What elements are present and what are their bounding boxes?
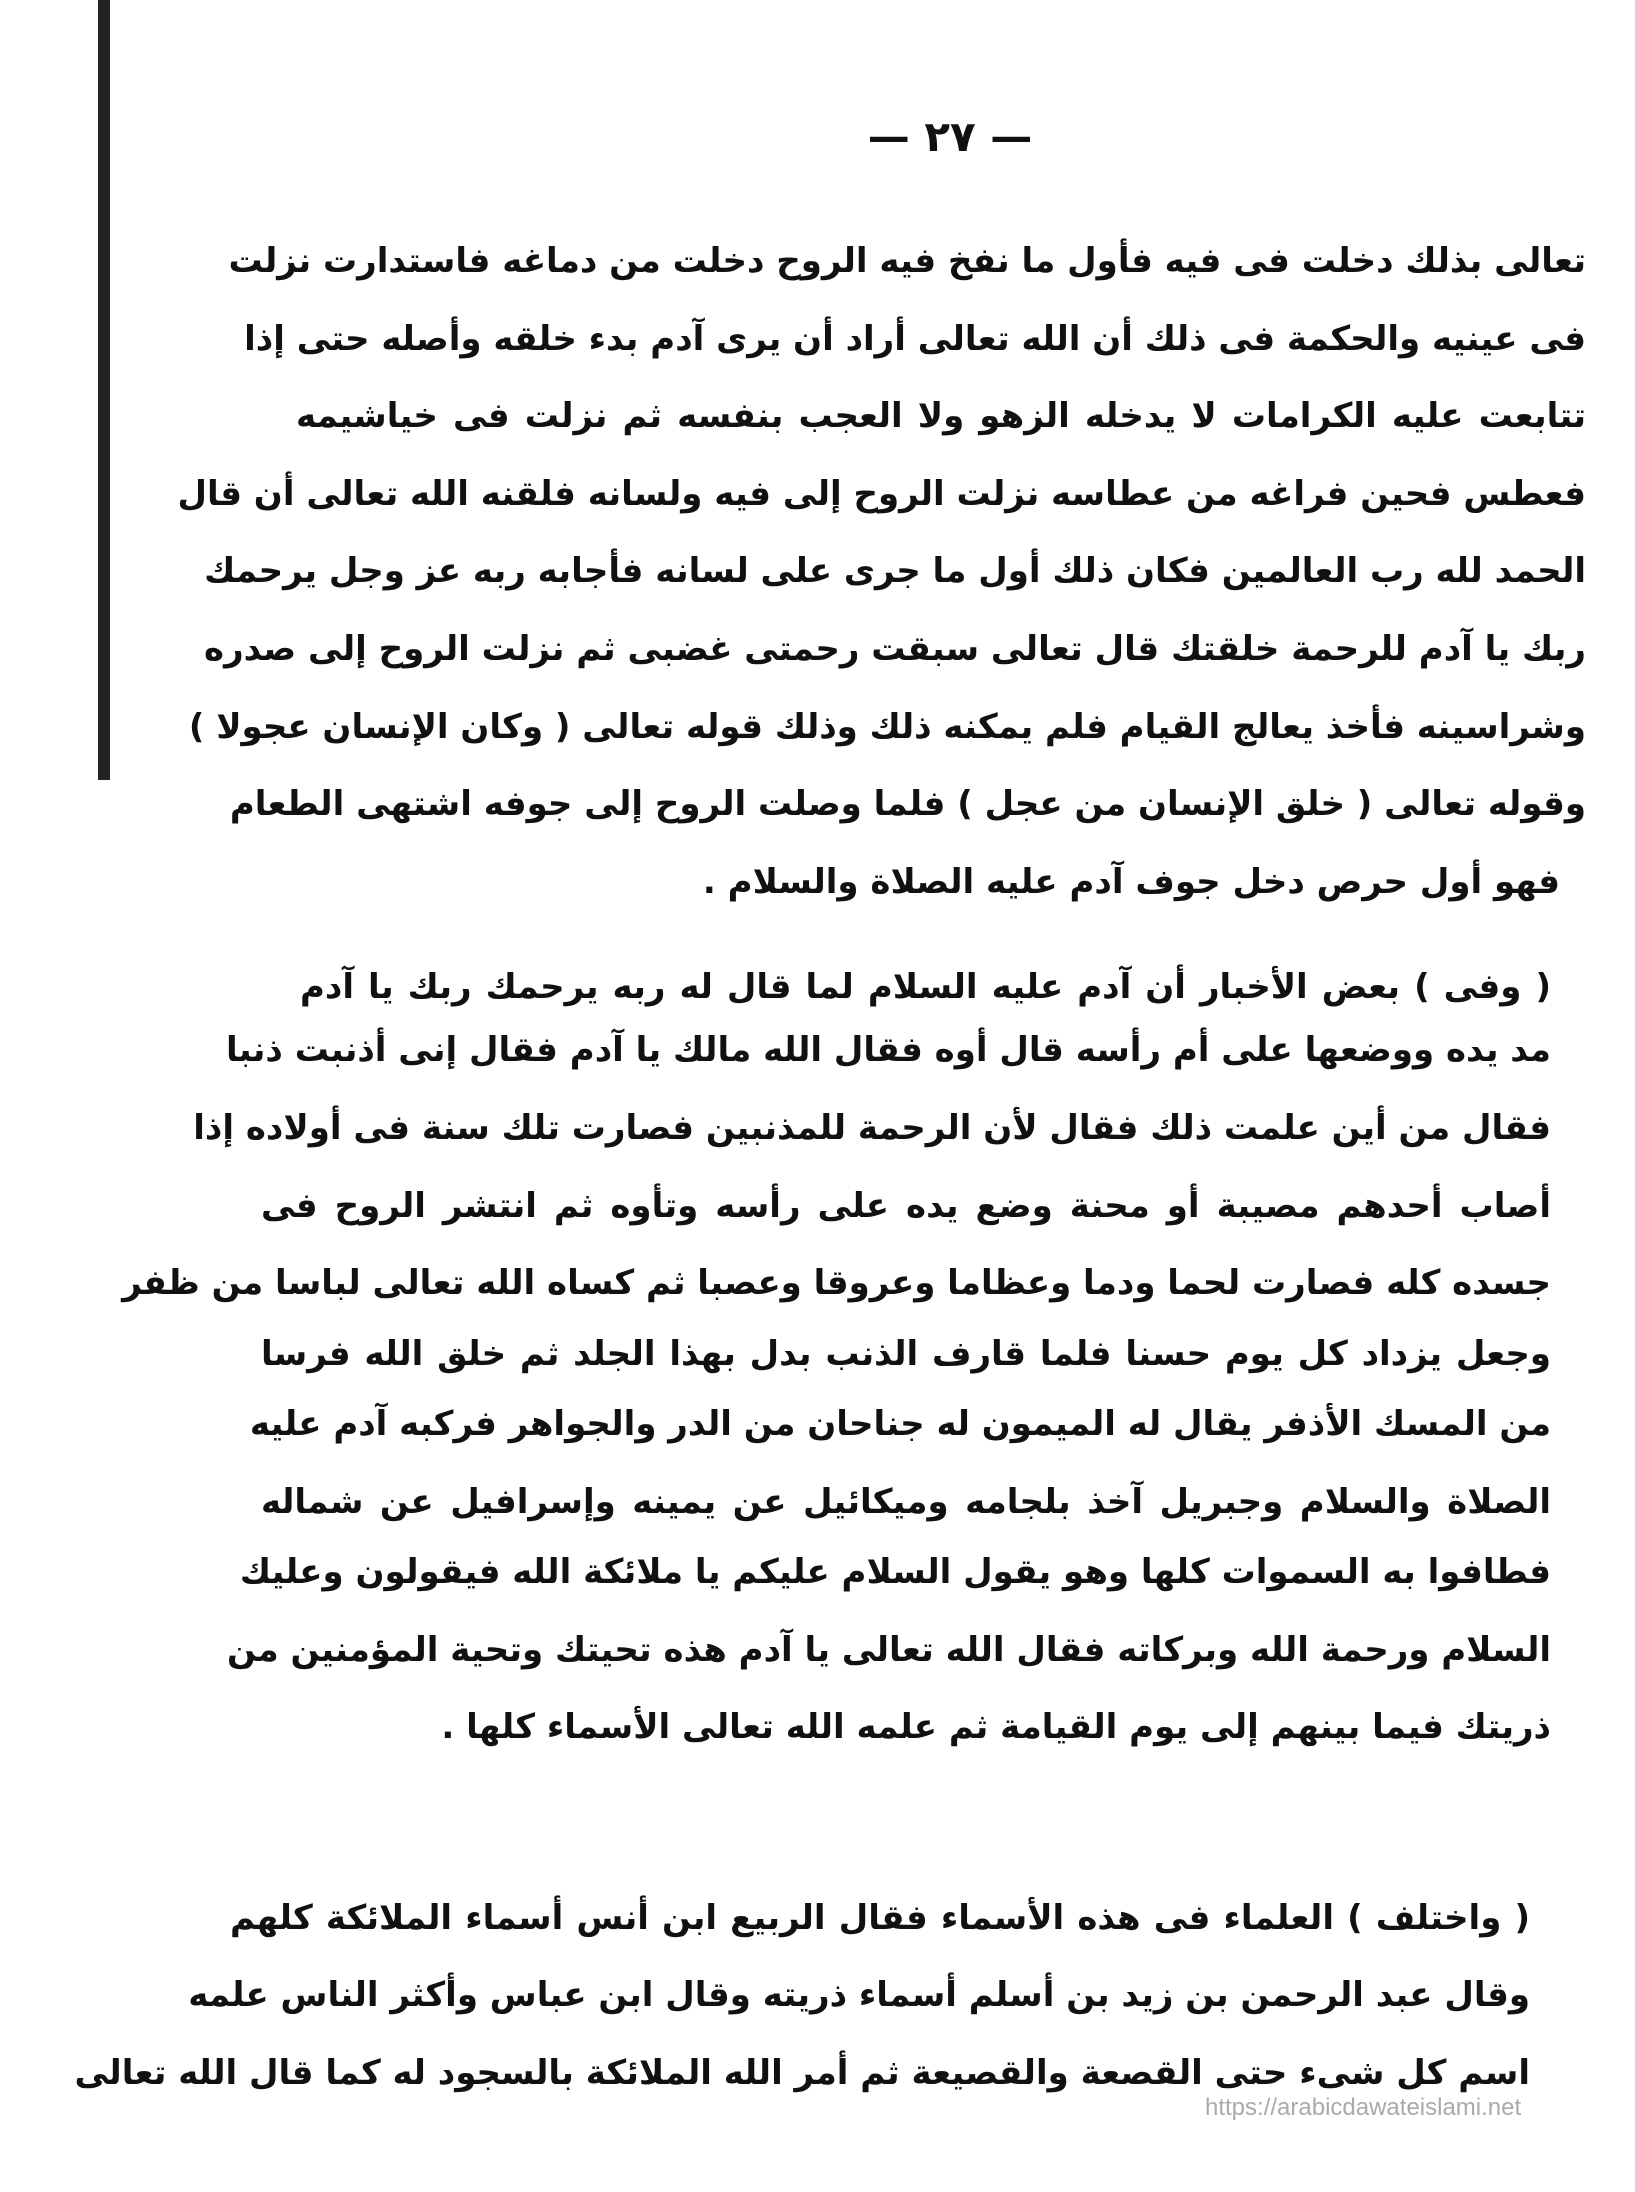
text-line: وجعل يزداد كل يوم حسنا فلما قارف الذنب بدل بهذا الجلد ثم خلق الله فرسا <box>261 1334 1551 1374</box>
text-line: وقوله تعالى ( خلق الإنسان من عجل ) فلما وصلت الروح إلى جوفه اشتهى الطعام <box>229 784 1586 824</box>
text-line: الحمد لله رب العالمين فكان ذلك أول ما جرى على لسانه فأجابه ربه عز وجل يرحمك <box>204 551 1586 591</box>
text-line: فقال من أين علمت ذلك فقال لأن الرحمة للمذنبين فصارت تلك سنة فى أولاده إذا <box>193 1108 1551 1148</box>
text-line: ( وفى ) بعض الأخبار أن آدم عليه السلام لما قال له ربه يرحمك ربك يا آدم <box>300 967 1551 1007</box>
scan-edge-bar <box>98 0 110 780</box>
text-line: فى عينيه والحكمة فى ذلك أن الله تعالى أراد أن يرى آدم بدء خلقه وأصله حتى إذا <box>244 319 1586 359</box>
text-line: وشراسينه فأخذ يعالج القيام فلم يمكنه ذلك وذلك قوله تعالى ( وكان الإنسان عجولا ) <box>188 707 1586 747</box>
text-line: فعطس فحين فراغه من عطاسه نزلت الروح إلى فيه ولسانه فلقنه الله تعالى أن قال <box>177 474 1586 514</box>
text-line: تعالى بذلك دخلت فى فيه فأول ما نفخ فيه الروح دخلت من دماغه فاستدارت نزلت <box>228 241 1586 281</box>
text-line: وقال عبد الرحمن بن زيد بن أسلم أسماء ذريته وقال ابن عباس وأكثر الناس علمه <box>188 1975 1530 2015</box>
text-line: أصاب أحدهم مصيبة أو محنة وضع يده على رأسه وتأوه ثم انتشر الروح فى <box>261 1186 1551 1226</box>
text-line: اسم كل شىء حتى القصعة والقصيعة ثم أمر الله الملائكة بالسجود له كما قال الله تعالى <box>74 2053 1530 2093</box>
text-line: جسده كله فصارت لحما ودما وعظاما وعروقا وعصبا ثم كساه الله تعالى لباسا من ظفر <box>122 1263 1551 1303</box>
watermark: https://arabicdawateislami.net <box>1205 2094 1522 2121</box>
text-line: تتابعت عليه الكرامات لا يدخله الزهو ولا العجب بنفسه ثم نزلت فى خياشيمه <box>296 396 1586 436</box>
text-line: فهو أول حرص دخل جوف آدم عليه الصلاة والسلام . <box>702 862 1560 902</box>
text-line: فطافوا به السموات كلها وهو يقول السلام عليكم يا ملائكة الله فيقولون وعليك <box>239 1552 1551 1592</box>
text-line: مد يده ووضعها على أم رأسه قال أوه فقال الله مالك يا آدم فقال إنى أذنبت ذنبا <box>226 1030 1551 1070</box>
text-line: ذريتك فيما بينهم إلى يوم القيامة ثم علمه الله تعالى الأسماء كلها . <box>441 1707 1551 1747</box>
text-line: الصلاة والسلام وجبريل آخذ بلجامه وميكائيل عن يمينه وإسرافيل عن شماله <box>261 1482 1551 1522</box>
text-line: السلام ورحمة الله وبركاته فقال الله تعالى يا آدم هذه تحيتك وتحية المؤمنين من <box>227 1630 1551 1670</box>
text-line: ربك يا آدم للرحمة خلقتك قال تعالى سبقت رحمتى غضبى ثم نزلت الروح إلى صدره <box>204 629 1586 669</box>
page-number: — ٢٧ — <box>867 112 1033 161</box>
text-line: من المسك الأذفر يقال له الميمون له جناحان من الدر والجواهر فركبه آدم عليه <box>249 1404 1551 1444</box>
text-line: ( واختلف ) العلماء فى هذه الأسماء فقال الربيع ابن أنس أسماء الملائكة كلهم <box>230 1898 1530 1938</box>
